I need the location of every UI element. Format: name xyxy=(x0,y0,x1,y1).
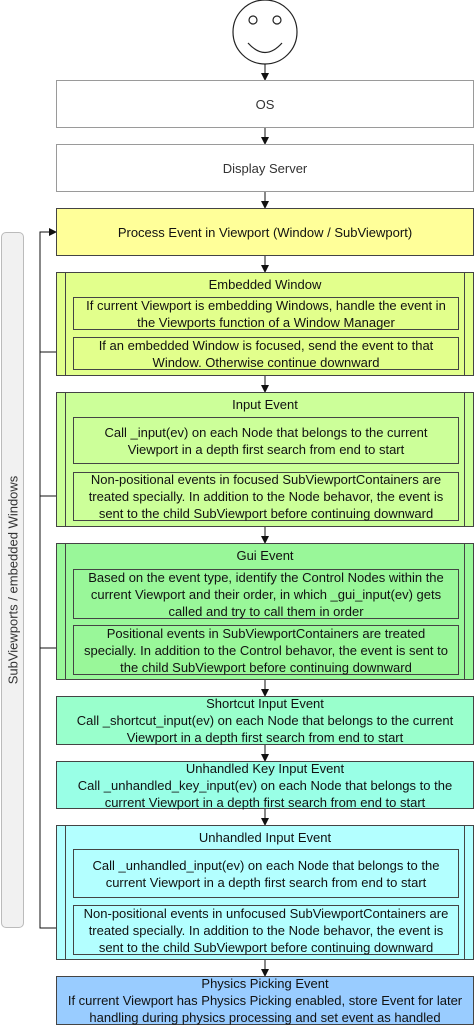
unhandled-input-title: Unhandled Input Event xyxy=(198,830,332,845)
gui-event-step-2: Positional events in SubViewportContainers are treated specially. In addition to the Control behavor, the event is sent to the child SubViewport before continuing downward xyxy=(73,625,459,675)
input-event-title: Input Event xyxy=(232,397,298,412)
physics-picking-title: Physics Picking Event xyxy=(201,976,329,991)
input-event-group xyxy=(56,392,474,527)
gui-event-group xyxy=(56,543,474,680)
unhandled-key-input-title: Unhandled Key Input Event xyxy=(185,760,345,776)
shortcut-input-title: Shortcut Input Event xyxy=(206,696,324,711)
unhandled-input-group xyxy=(56,825,474,960)
physics-picking-text: If current Viewport has Physics Picking enabled, store Event for later handling during physics processing and set event as handled xyxy=(67,993,463,1025)
embedded-window-group xyxy=(56,272,474,376)
display-server-box: Display Server xyxy=(56,144,474,192)
shortcut-input-text: Call _shortcut_input(ev) on each Node that belongs to the current Viewport in a depth first search from end to start xyxy=(76,713,454,745)
unhandled-key-input-text: Call _unhandled_key_input(ev) on each Node that belongs to the current Viewport in a depth first search from end to start xyxy=(77,777,453,810)
physics-picking-box xyxy=(56,976,474,1025)
sidebar-label: SubViewports / embedded Windows xyxy=(5,475,20,685)
embedded-window-step-2: If an embedded Window is focused, send the event to that Window. Otherwise continue downward xyxy=(73,337,459,370)
user-smiley-icon xyxy=(233,0,297,64)
os-box: OS xyxy=(56,80,474,128)
input-event-step-1: Call _input(ev) on each Node that belongs to the current Viewport in a depth first search from end to start xyxy=(73,417,459,464)
embedded-window-step-1: If current Viewport is embedding Windows, handle the event in the Viewports function of a Window Manager xyxy=(73,297,459,330)
unhandled-input-step-1: Call _unhandled_input(ev) on each Node that belongs to the current Viewport in a depth first search from end to start xyxy=(73,849,459,898)
gui-event-step-1: Based on the event type, identify the Control Nodes within the current Viewport and their order, in which _gui_input(ev) gets called and try to call them in order xyxy=(73,569,459,619)
embedded-window-title: Embedded Window xyxy=(208,277,322,292)
process-event-box: Process Event in Viewport (Window / SubViewport) xyxy=(56,208,474,256)
gui-event-title: Gui Event xyxy=(236,548,294,563)
shortcut-input-box xyxy=(56,696,474,745)
unhandled-input-step-2: Non-positional events in unfocused SubViewportContainers are treated specially. In addition to the Node behavor, the event is sent to the child SubViewport before continuing downward xyxy=(73,905,459,955)
input-event-step-2: Non-positional events in focused SubViewportContainers are treated specially. In addition to the Node behavor, the event is sent to the child SubViewport before continuing downward xyxy=(73,472,459,521)
unhandled-key-input-box xyxy=(56,761,474,809)
subviewports-sidebar xyxy=(1,232,24,928)
